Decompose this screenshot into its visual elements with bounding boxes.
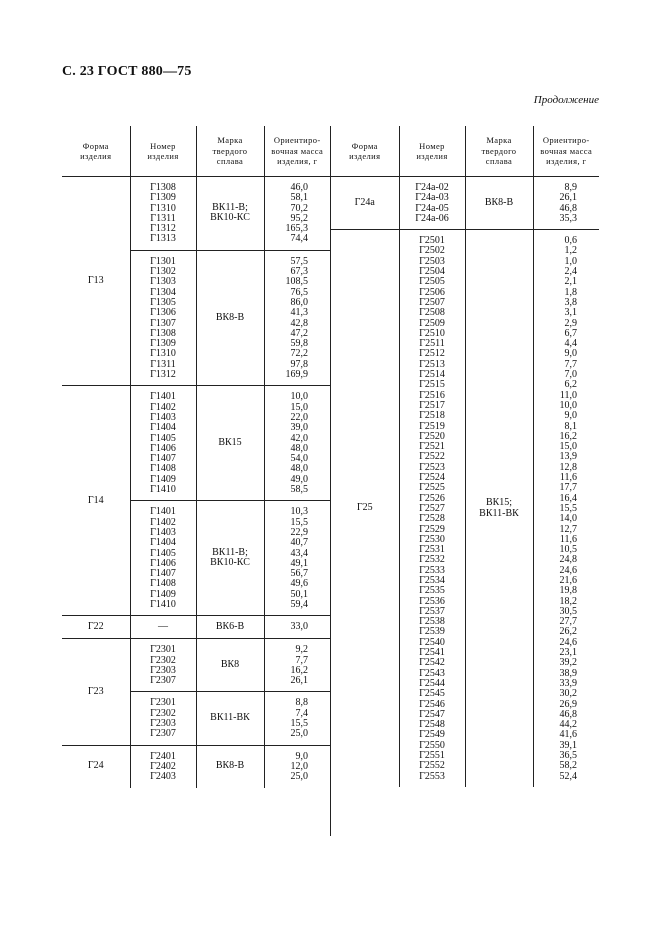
grade-cell: ВК6-В (196, 616, 264, 639)
mass-list: 10,0 15,0 22,0 39,0 42,0 48,0 54,0 48,0 49,0 58,5 (264, 386, 330, 501)
table-row (62, 616, 330, 639)
table-row (62, 386, 330, 501)
mass-list: 8,8 7,4 15,5 25,0 (264, 692, 330, 745)
grade-cell: ВК15 (196, 386, 264, 501)
mass-list: 9,0 12,0 25,0 (264, 745, 330, 787)
number-list: Г2401 Г2402 Г2403 (130, 745, 196, 787)
col-header-form: Форма изделия (331, 126, 399, 177)
continuation-label: Продолжение (533, 94, 599, 106)
col-header-grade: Марка твердого сплава (196, 126, 264, 177)
page-header: С. 23 ГОСТ 880—75 (62, 64, 192, 79)
grade-cell: ВК8-В (196, 250, 264, 386)
grade-cell: ВК8 (196, 639, 264, 692)
col-header-form: Форма изделия (62, 126, 130, 177)
col-header-mass: Ориентиро- вочная масса изделия, г (264, 126, 330, 177)
form-cell: Г24 (62, 745, 130, 787)
mass-list: 8,9 26,1 46,8 35,3 (533, 177, 599, 230)
table-row (62, 177, 330, 251)
number-list: Г1401 Г1402 Г1403 Г1404 Г1405 Г1406 Г1407 Г1408 Г1409 Г1410 (130, 501, 196, 616)
col-header-mass: Ориентиро- вочная масса изделия, г (533, 126, 599, 177)
right-table (331, 126, 599, 787)
mass-list: 0,6 1,2 1,0 2,4 2,1 1,8 3,8 3,1 2,9 6,7 4,4 9,0 7,7 7,0 6,2 11,0 10,0 9,0 8,1 16,2 15,0 13,9 12,8 11,6 17,7 16,4 15,5 14,0 12,7 11,6 10,5 24,8 24,6 21,6 19,8 18,2 30,5 27,7 26,2 24,6 23,1 39,2 38,9 33,9 30,2 26,9 46,8 44,2 41,6 39,1 36,5 58,2 52,4 (533, 230, 599, 787)
left-table (62, 126, 330, 788)
grade-cell: ВК8-В (196, 745, 264, 787)
number-list: Г2301 Г2302 Г2303 Г2307 (130, 692, 196, 745)
table-row (62, 745, 330, 787)
form-cell: Г13 (87, 275, 104, 287)
grade-cell: ВК11-В; ВК10-КС (196, 501, 264, 616)
mass-list: 9,2 7,7 16,2 26,1 (264, 639, 330, 692)
col-header-grade: Марка твердого сплава (465, 126, 533, 177)
number-list: Г1308 Г1309 Г1310 Г1311 Г1312 Г1313 (130, 177, 196, 251)
number-list: Г2501 Г2502 Г2503 Г2504 Г2505 Г2506 Г2507 Г2508 Г2509 Г2510 Г2511 Г2512 Г2513 Г2514 Г2515 Г2516 Г2517 Г2518 Г2519 Г2520 Г2521 Г2522 Г2523 Г2524 Г2525 Г2526 Г2527 Г2528 Г2529 Г2530 Г2531 Г2532 Г2533 Г2534 Г2535 Г2536 Г2537 Г2538 Г2539 Г2540 Г2541 Г2542 Г2543 Г2544 Г2545 Г2546 Г2547 Г2548 Г2549 Г2550 Г2551 Г2552 Г2553 (399, 230, 465, 787)
number-cell: — (130, 616, 196, 639)
number-list: Г1301 Г1302 Г1303 Г1304 Г1305 Г1306 Г1307 Г1308 Г1309 Г1310 Г1311 Г1312 (130, 250, 196, 386)
mass-list: 46,0 58,1 70,2 95,2 165,3 74,4 (264, 177, 330, 251)
mass-list: 10,3 15,5 22,9 40,7 43,4 49,1 56,7 49,6 50,1 59,4 (264, 501, 330, 616)
form-cell: Г24а (354, 196, 375, 208)
mass-list: 57,5 67,3 108,5 76,5 86,0 41,3 42,8 47,2 59,8 72,2 97,8 169,9 (264, 250, 330, 386)
table-row (62, 639, 330, 692)
table-row (331, 230, 599, 787)
col-header-number: Номер изделия (399, 126, 465, 177)
grade-cell: ВК11-В; ВК10-КС (196, 177, 264, 251)
form-cell: Г25 (331, 230, 399, 787)
form-cell: Г22 (62, 616, 130, 639)
mass-cell: 33,0 (264, 616, 330, 639)
form-cell: Г23 (62, 639, 130, 745)
number-list: Г1401 Г1402 Г1403 Г1404 Г1405 Г1406 Г1407 Г1408 Г1409 Г1410 (130, 386, 196, 501)
grade-cell: ВК8-В (465, 177, 533, 230)
number-list: Г24а-02 Г24а-03 Г24а-05 Г24а-06 (399, 177, 465, 230)
col-header-number: Номер изделия (130, 126, 196, 177)
table-row (331, 177, 599, 230)
number-list: Г2301 Г2302 Г2303 Г2307 (130, 639, 196, 692)
grade-cell: ВК11-ВК (196, 692, 264, 745)
grade-cell: ВК15; ВК11-ВК (465, 230, 533, 787)
form-cell: Г14 (62, 386, 130, 616)
